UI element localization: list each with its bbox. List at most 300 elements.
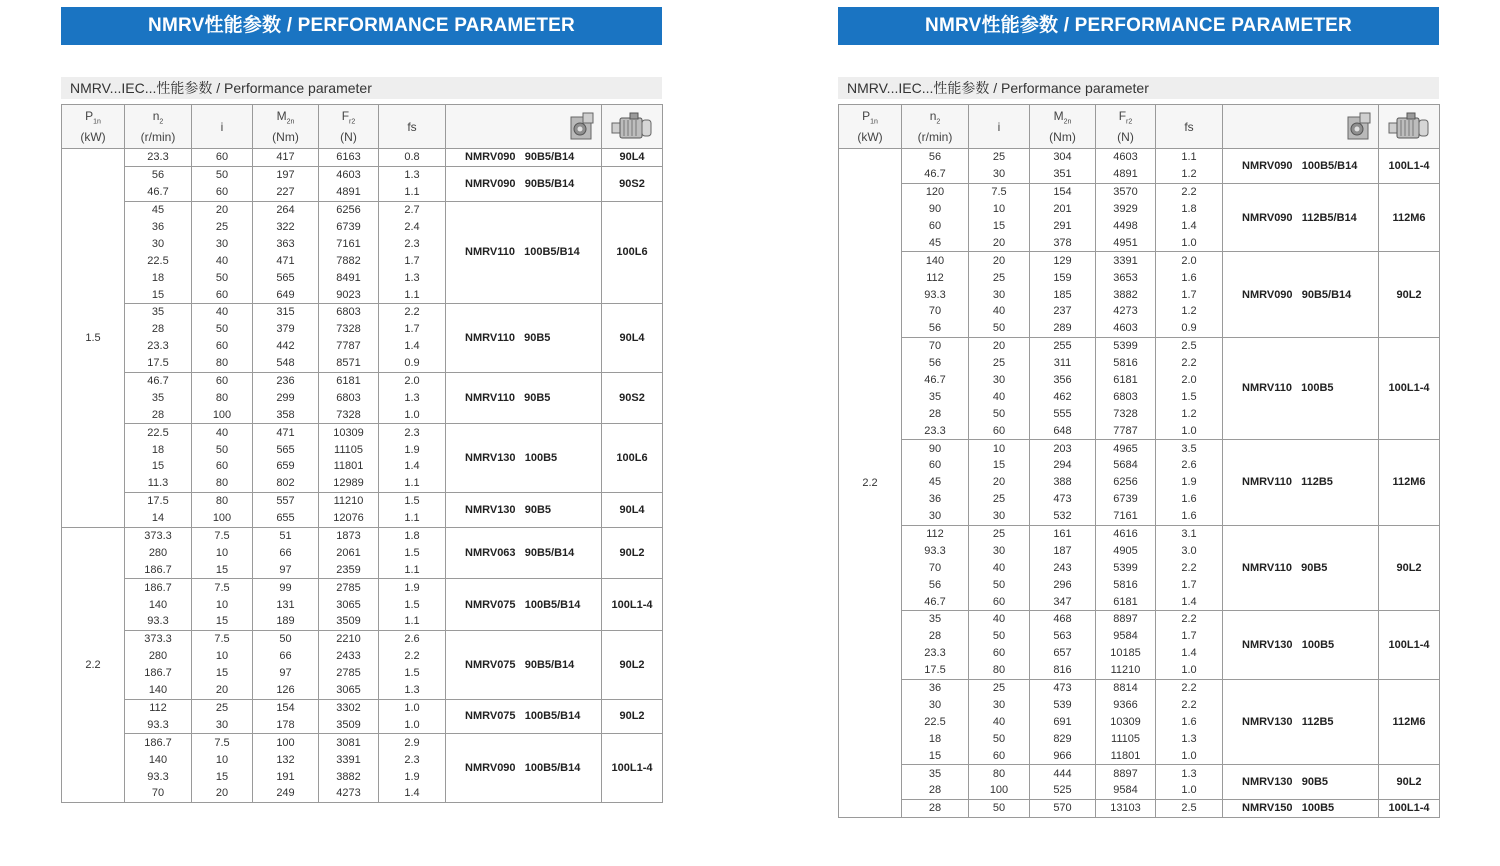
speed-cell: 93.3 xyxy=(902,542,969,559)
ratio-cell: 15 xyxy=(969,457,1030,474)
torque-cell: 347 xyxy=(1030,593,1096,610)
speed-cell: 35 xyxy=(125,389,192,406)
fs-cell: 1.6 xyxy=(1156,508,1223,525)
torque-cell: 565 xyxy=(253,441,319,458)
torque-cell: 291 xyxy=(1030,218,1096,235)
torque-cell: 311 xyxy=(1030,355,1096,372)
torque-cell: 473 xyxy=(1030,491,1096,508)
header-power: $P_{1n}$ (kW) xyxy=(839,105,902,149)
ratio-cell: 20 xyxy=(969,252,1030,269)
speed-cell: 56 xyxy=(902,355,969,372)
ratio-cell: 30 xyxy=(969,508,1030,525)
fs-cell: 1.1 xyxy=(379,613,446,630)
ratio-cell: 10 xyxy=(192,648,253,665)
ratio-cell: 50 xyxy=(969,628,1030,645)
fs-cell: 2.5 xyxy=(1156,337,1223,354)
motor-type-cell: 100L1-4 xyxy=(1379,611,1440,680)
force-cell: 6739 xyxy=(319,219,379,236)
speed-cell: 17.5 xyxy=(125,492,192,509)
ratio-cell: 60 xyxy=(192,184,253,201)
torque-cell: 299 xyxy=(253,389,319,406)
speed-cell: 186.7 xyxy=(125,665,192,682)
force-cell: 3882 xyxy=(319,768,379,785)
force-cell: 7161 xyxy=(319,235,379,252)
ratio-cell: 7.5 xyxy=(192,527,253,544)
torque-cell: 203 xyxy=(1030,440,1096,457)
force-cell: 3065 xyxy=(319,682,379,699)
speed-cell: 112 xyxy=(902,269,969,286)
ratio-cell: 80 xyxy=(192,475,253,492)
gearbox-model-cell: NMRV063 90B5/B14 xyxy=(446,527,602,579)
torque-cell: 473 xyxy=(1030,679,1096,696)
speed-cell: 186.7 xyxy=(125,561,192,578)
gearbox-icon xyxy=(1344,111,1374,143)
force-cell: 6803 xyxy=(319,389,379,406)
speed-cell: 280 xyxy=(125,648,192,665)
header-fs: fs xyxy=(379,105,446,149)
ratio-cell: 25 xyxy=(969,679,1030,696)
speed-cell: 18 xyxy=(125,269,192,286)
speed-cell: 28 xyxy=(125,321,192,338)
ratio-cell: 60 xyxy=(969,645,1030,662)
ratio-cell: 25 xyxy=(192,219,253,236)
force-cell: 8491 xyxy=(319,269,379,286)
fs-cell: 2.0 xyxy=(1156,372,1223,389)
ratio-cell: 40 xyxy=(969,713,1030,730)
fs-cell: 1.1 xyxy=(379,184,446,201)
gearbox-model-cell: NMRV075 100B5/B14 xyxy=(446,699,602,734)
speed-cell: 140 xyxy=(902,252,969,269)
motor-type-cell: 90S2 xyxy=(602,166,663,201)
force-cell: 5816 xyxy=(1096,576,1156,593)
force-cell: 11210 xyxy=(319,492,379,509)
table-row xyxy=(62,527,663,544)
force-cell: 10309 xyxy=(1096,713,1156,730)
ratio-cell: 30 xyxy=(969,697,1030,714)
fs-cell: 1.5 xyxy=(1156,388,1223,405)
speed-cell: 280 xyxy=(125,544,192,561)
speed-cell: 15 xyxy=(125,286,192,303)
torque-cell: 555 xyxy=(1030,405,1096,422)
force-cell: 6803 xyxy=(1096,388,1156,405)
torque-cell: 471 xyxy=(253,424,319,441)
speed-cell: 28 xyxy=(902,628,969,645)
table-row xyxy=(839,525,1440,542)
motor-icon xyxy=(610,111,654,143)
ratio-cell: 40 xyxy=(969,559,1030,576)
fs-cell: 1.4 xyxy=(1156,593,1223,610)
force-cell: 3391 xyxy=(319,751,379,768)
speed-cell: 373.3 xyxy=(125,630,192,647)
fs-cell: 1.7 xyxy=(1156,576,1223,593)
torque-cell: 829 xyxy=(1030,730,1096,747)
torque-cell: 816 xyxy=(1030,662,1096,679)
speed-cell: 70 xyxy=(902,337,969,354)
force-cell: 3509 xyxy=(319,716,379,733)
fs-cell: 2.2 xyxy=(1156,355,1223,372)
torque-cell: 655 xyxy=(253,510,319,527)
speed-cell: 46.7 xyxy=(125,184,192,201)
speed-cell: 28 xyxy=(902,405,969,422)
force-cell: 6181 xyxy=(1096,372,1156,389)
ratio-cell: 7.5 xyxy=(192,630,253,647)
motor-type-cell: 90S2 xyxy=(602,372,663,424)
fs-cell: 2.0 xyxy=(379,372,446,389)
fs-cell: 1.1 xyxy=(1156,149,1223,166)
header-force: $F_{r2}$ (N) xyxy=(1096,105,1156,149)
power-cell: 2.2 xyxy=(839,149,902,818)
fs-cell: 1.0 xyxy=(1156,422,1223,439)
torque-cell: 264 xyxy=(253,201,319,218)
banner-title: NMRV性能参数 / PERFORMANCE PARAMETER xyxy=(61,7,662,45)
fs-cell: 1.3 xyxy=(379,389,446,406)
fs-cell: 2.6 xyxy=(379,630,446,647)
speed-cell: 15 xyxy=(125,458,192,475)
header-motor xyxy=(1379,105,1440,149)
fs-cell: 1.0 xyxy=(1156,747,1223,764)
torque-cell: 557 xyxy=(253,492,319,509)
speed-cell: 56 xyxy=(902,320,969,337)
force-cell: 10309 xyxy=(319,424,379,441)
torque-cell: 525 xyxy=(1030,782,1096,799)
torque-cell: 539 xyxy=(1030,697,1096,714)
fs-cell: 1.3 xyxy=(1156,730,1223,747)
ratio-cell: 15 xyxy=(192,561,253,578)
torque-cell: 691 xyxy=(1030,713,1096,730)
ratio-cell: 50 xyxy=(969,799,1030,817)
motor-type-cell: 100L1-4 xyxy=(1379,149,1440,184)
table-row xyxy=(62,149,663,167)
fs-cell: 2.3 xyxy=(379,424,446,441)
speed-cell: 90 xyxy=(902,201,969,218)
ratio-cell: 50 xyxy=(969,576,1030,593)
fs-cell: 1.9 xyxy=(379,441,446,458)
torque-cell: 201 xyxy=(1030,201,1096,218)
ratio-cell: 60 xyxy=(192,286,253,303)
torque-cell: 442 xyxy=(253,338,319,355)
speed-cell: 22.5 xyxy=(902,713,969,730)
force-cell: 11210 xyxy=(1096,662,1156,679)
ratio-cell: 30 xyxy=(192,716,253,733)
ratio-cell: 15 xyxy=(969,218,1030,235)
gearbox-model-cell: NMRV130 90B5 xyxy=(1223,765,1379,800)
ratio-cell: 15 xyxy=(192,613,253,630)
table-row xyxy=(62,201,663,218)
fs-cell: 1.0 xyxy=(379,716,446,733)
speed-cell: 28 xyxy=(902,782,969,799)
speed-cell: 36 xyxy=(902,679,969,696)
motor-type-cell: 90L2 xyxy=(602,630,663,699)
gearbox-icon xyxy=(567,111,597,143)
ratio-cell: 15 xyxy=(192,768,253,785)
fs-cell: 1.0 xyxy=(1156,234,1223,251)
ratio-cell: 50 xyxy=(969,730,1030,747)
force-cell: 3065 xyxy=(319,596,379,613)
ratio-cell: 25 xyxy=(969,149,1030,166)
fs-cell: 1.1 xyxy=(379,510,446,527)
force-cell: 3081 xyxy=(319,734,379,751)
torque-cell: 358 xyxy=(253,406,319,423)
ratio-cell: 50 xyxy=(192,321,253,338)
torque-cell: 322 xyxy=(253,219,319,236)
motor-type-cell: 90L2 xyxy=(1379,252,1440,337)
fs-cell: 1.5 xyxy=(379,544,446,561)
force-cell: 13103 xyxy=(1096,799,1156,817)
force-cell: 2433 xyxy=(319,648,379,665)
torque-cell: 659 xyxy=(253,458,319,475)
ratio-cell: 50 xyxy=(192,441,253,458)
fs-cell: 2.2 xyxy=(1156,611,1223,628)
gearbox-model-cell: NMRV130 90B5 xyxy=(446,492,602,527)
torque-cell: 154 xyxy=(1030,183,1096,200)
torque-cell: 187 xyxy=(1030,542,1096,559)
force-cell: 8571 xyxy=(319,355,379,372)
motor-type-cell: 112M6 xyxy=(1379,679,1440,764)
force-cell: 2210 xyxy=(319,630,379,647)
fs-cell: 1.3 xyxy=(1156,765,1223,782)
fs-cell: 3.5 xyxy=(1156,440,1223,457)
speed-cell: 30 xyxy=(902,697,969,714)
fs-cell: 1.9 xyxy=(379,768,446,785)
ratio-cell: 30 xyxy=(192,235,253,252)
motor-type-cell: 90L2 xyxy=(602,527,663,579)
torque-cell: 444 xyxy=(1030,765,1096,782)
header-speed: $n_2$ (r/min) xyxy=(902,105,969,149)
table-row xyxy=(839,149,1440,166)
fs-cell: 2.2 xyxy=(379,648,446,665)
table-subtitle: NMRV...IEC...性能参数 / Performance parameter xyxy=(838,77,1439,99)
table-row xyxy=(839,611,1440,628)
fs-cell: 3.1 xyxy=(1156,525,1223,542)
fs-cell: 1.0 xyxy=(379,406,446,423)
fs-cell: 1.5 xyxy=(379,596,446,613)
force-cell: 4951 xyxy=(1096,234,1156,251)
ratio-cell: 40 xyxy=(192,304,253,321)
table-row xyxy=(62,699,663,716)
force-cell: 3391 xyxy=(1096,252,1156,269)
motor-type-cell: 112M6 xyxy=(1379,183,1440,252)
force-cell: 6181 xyxy=(319,372,379,389)
torque-cell: 379 xyxy=(253,321,319,338)
ratio-cell: 7.5 xyxy=(969,183,1030,200)
ratio-cell: 40 xyxy=(969,388,1030,405)
torque-cell: 378 xyxy=(1030,234,1096,251)
force-cell: 7328 xyxy=(1096,405,1156,422)
fs-cell: 2.2 xyxy=(1156,559,1223,576)
motor-type-cell: 90L2 xyxy=(1379,765,1440,800)
force-cell: 2359 xyxy=(319,561,379,578)
fs-cell: 1.9 xyxy=(1156,474,1223,491)
fs-cell: 2.2 xyxy=(1156,697,1223,714)
speed-cell: 18 xyxy=(902,730,969,747)
ratio-cell: 7.5 xyxy=(192,579,253,596)
ratio-cell: 30 xyxy=(969,372,1030,389)
speed-cell: 23.3 xyxy=(125,338,192,355)
force-cell: 4273 xyxy=(319,785,379,802)
header-gearbox xyxy=(1223,105,1379,149)
motor-type-cell: 100L6 xyxy=(602,201,663,303)
torque-cell: 99 xyxy=(253,579,319,596)
speed-cell: 56 xyxy=(125,166,192,183)
speed-cell: 28 xyxy=(125,406,192,423)
ratio-cell: 25 xyxy=(969,491,1030,508)
torque-cell: 66 xyxy=(253,544,319,561)
fs-cell: 0.9 xyxy=(1156,320,1223,337)
speed-cell: 23.3 xyxy=(125,149,192,167)
speed-cell: 45 xyxy=(125,201,192,218)
gearbox-model-cell: NMRV130 100B5 xyxy=(446,424,602,493)
ratio-cell: 50 xyxy=(192,269,253,286)
fs-cell: 1.7 xyxy=(379,321,446,338)
table-header-row xyxy=(839,105,1440,149)
torque-cell: 100 xyxy=(253,734,319,751)
ratio-cell: 30 xyxy=(969,166,1030,183)
motor-type-cell: 90L4 xyxy=(602,304,663,373)
ratio-cell: 80 xyxy=(969,765,1030,782)
speed-cell: 17.5 xyxy=(902,662,969,679)
speed-cell: 36 xyxy=(125,219,192,236)
speed-cell: 373.3 xyxy=(125,527,192,544)
table-row xyxy=(839,337,1440,354)
torque-cell: 178 xyxy=(253,716,319,733)
speed-cell: 36 xyxy=(902,491,969,508)
ratio-cell: 60 xyxy=(969,593,1030,610)
ratio-cell: 60 xyxy=(192,149,253,167)
force-cell: 6256 xyxy=(1096,474,1156,491)
force-cell: 9584 xyxy=(1096,628,1156,645)
speed-cell: 93.3 xyxy=(125,613,192,630)
torque-cell: 227 xyxy=(253,184,319,201)
force-cell: 4498 xyxy=(1096,218,1156,235)
table-header-row xyxy=(62,105,663,149)
force-cell: 4891 xyxy=(319,184,379,201)
force-cell: 9366 xyxy=(1096,697,1156,714)
force-cell: 4965 xyxy=(1096,440,1156,457)
torque-cell: 356 xyxy=(1030,372,1096,389)
force-cell: 10185 xyxy=(1096,645,1156,662)
torque-cell: 237 xyxy=(1030,303,1096,320)
ratio-cell: 60 xyxy=(192,338,253,355)
fs-cell: 2.2 xyxy=(1156,183,1223,200)
fs-cell: 0.8 xyxy=(379,149,446,167)
ratio-cell: 60 xyxy=(192,458,253,475)
speed-cell: 70 xyxy=(902,559,969,576)
force-cell: 4603 xyxy=(319,166,379,183)
ratio-cell: 10 xyxy=(969,201,1030,218)
speed-cell: 18 xyxy=(125,441,192,458)
force-cell: 7161 xyxy=(1096,508,1156,525)
torque-cell: 388 xyxy=(1030,474,1096,491)
fs-cell: 1.5 xyxy=(379,492,446,509)
force-cell: 7882 xyxy=(319,252,379,269)
fs-cell: 1.0 xyxy=(1156,662,1223,679)
torque-cell: 97 xyxy=(253,561,319,578)
fs-cell: 1.4 xyxy=(1156,218,1223,235)
speed-cell: 93.3 xyxy=(902,286,969,303)
table-row xyxy=(839,183,1440,200)
force-cell: 8897 xyxy=(1096,765,1156,782)
performance-table xyxy=(838,104,1440,818)
motor-type-cell: 90L2 xyxy=(1379,525,1440,610)
gearbox-model-cell: NMRV090 112B5/B14 xyxy=(1223,183,1379,252)
fs-cell: 1.0 xyxy=(379,699,446,716)
fs-cell: 2.6 xyxy=(1156,457,1223,474)
torque-cell: 249 xyxy=(253,785,319,802)
ratio-cell: 10 xyxy=(969,440,1030,457)
force-cell: 9023 xyxy=(319,286,379,303)
torque-cell: 468 xyxy=(1030,611,1096,628)
force-cell: 1873 xyxy=(319,527,379,544)
ratio-cell: 20 xyxy=(969,337,1030,354)
ratio-cell: 50 xyxy=(192,166,253,183)
gearbox-model-cell: NMRV090 90B5/B14 xyxy=(1223,252,1379,337)
ratio-cell: 80 xyxy=(969,662,1030,679)
speed-cell: 11.3 xyxy=(125,475,192,492)
fs-cell: 1.1 xyxy=(379,286,446,303)
speed-cell: 28 xyxy=(902,799,969,817)
gearbox-model-cell: NMRV110 100B5 xyxy=(1223,337,1379,439)
speed-cell: 140 xyxy=(125,596,192,613)
ratio-cell: 50 xyxy=(969,320,1030,337)
torque-cell: 131 xyxy=(253,596,319,613)
force-cell: 6803 xyxy=(319,304,379,321)
torque-cell: 255 xyxy=(1030,337,1096,354)
force-cell: 7787 xyxy=(319,338,379,355)
torque-cell: 565 xyxy=(253,269,319,286)
force-cell: 12989 xyxy=(319,475,379,492)
header-force: $F_{r2}$ (N) xyxy=(319,105,379,149)
fs-cell: 1.6 xyxy=(1156,491,1223,508)
speed-cell: 30 xyxy=(902,508,969,525)
ratio-cell: 25 xyxy=(969,355,1030,372)
fs-cell: 1.7 xyxy=(379,252,446,269)
table-row xyxy=(839,252,1440,269)
gearbox-model-cell: NMRV110 90B5 xyxy=(1223,525,1379,610)
gearbox-model-cell: NMRV110 90B5 xyxy=(446,304,602,373)
ratio-cell: 25 xyxy=(969,269,1030,286)
speed-cell: 186.7 xyxy=(125,579,192,596)
speed-cell: 93.3 xyxy=(125,768,192,785)
fs-cell: 2.2 xyxy=(379,304,446,321)
force-cell: 4891 xyxy=(1096,166,1156,183)
force-cell: 12076 xyxy=(319,510,379,527)
ratio-cell: 100 xyxy=(192,510,253,527)
torque-cell: 548 xyxy=(253,355,319,372)
fs-cell: 1.1 xyxy=(379,475,446,492)
force-cell: 3509 xyxy=(319,613,379,630)
speed-cell: 90 xyxy=(902,440,969,457)
force-cell: 11105 xyxy=(319,441,379,458)
fs-cell: 1.4 xyxy=(379,458,446,475)
force-cell: 11801 xyxy=(319,458,379,475)
gearbox-model-cell: NMRV090 90B5/B14 xyxy=(446,149,602,167)
torque-cell: 570 xyxy=(1030,799,1096,817)
torque-cell: 417 xyxy=(253,149,319,167)
gearbox-model-cell: NMRV110 100B5/B14 xyxy=(446,201,602,303)
speed-cell: 70 xyxy=(902,303,969,320)
gearbox-model-cell: NMRV150 100B5 xyxy=(1223,799,1379,817)
table-row xyxy=(839,799,1440,817)
speed-cell: 46.7 xyxy=(902,372,969,389)
fs-cell: 1.9 xyxy=(379,579,446,596)
fs-cell: 1.6 xyxy=(1156,269,1223,286)
torque-cell: 154 xyxy=(253,699,319,716)
motor-type-cell: 100L1-4 xyxy=(1379,337,1440,439)
ratio-cell: 80 xyxy=(192,389,253,406)
ratio-cell: 30 xyxy=(969,286,1030,303)
fs-cell: 1.3 xyxy=(379,166,446,183)
ratio-cell: 20 xyxy=(969,234,1030,251)
